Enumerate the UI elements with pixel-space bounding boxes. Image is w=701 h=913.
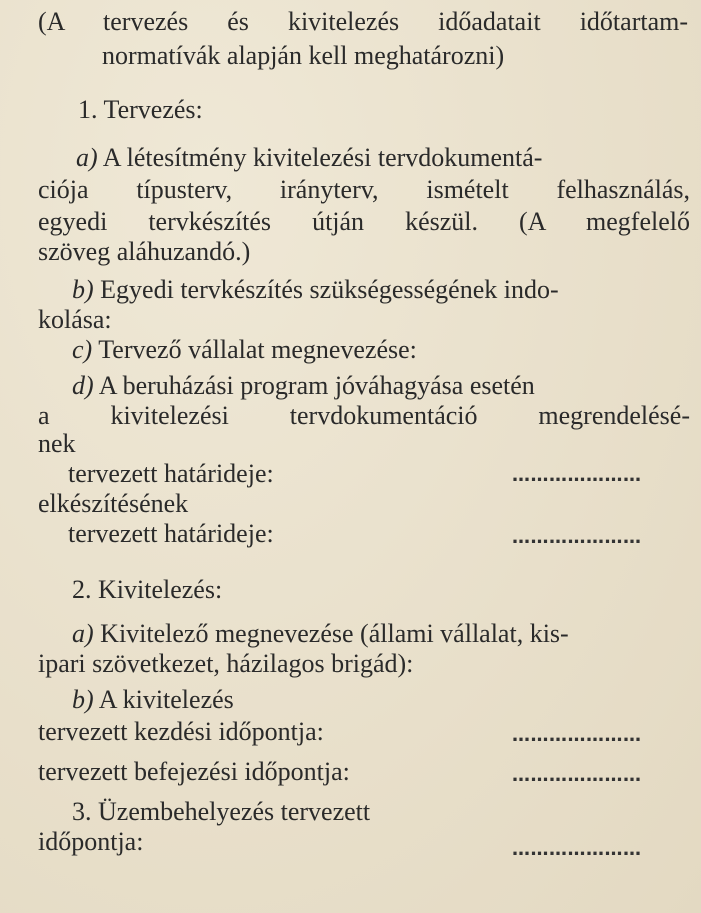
section-2a-line-1 — [72, 618, 690, 650]
section-1d-field-2-value: ………………… — [512, 527, 642, 548]
section-3-line-1: 3. Üzembehelyezés tervezett — [72, 797, 371, 826]
section-1a-line-4: szöveg aláhuzandó.) — [38, 237, 251, 266]
intro-line-1: (A tervezés és kivitelezés időadatait időtartam- — [38, 7, 688, 36]
section-2b-field-1-label: tervezett kezdési időpontja: — [38, 717, 324, 746]
intro-line-2: normatívák alapján kell meghatározni) — [102, 41, 505, 70]
section-1b-text-1: Egyedi tervkészítés szükségességének indo- — [100, 275, 559, 304]
section-1d-line-3: nek — [38, 429, 76, 458]
section-1a-line-3: egyedi tervkészítés útján készül. (A megfelelő — [38, 207, 690, 236]
section-2b-field-1-value: ………………… — [512, 725, 642, 746]
section-1d-field-1-label: tervezett határideje: — [68, 459, 274, 488]
section-1d-mid-label: elkészítésének — [38, 489, 189, 518]
section-1c-text: Tervező vállalat megnevezése: — [98, 335, 417, 364]
section-1b-line-2: kolása: — [38, 305, 112, 334]
section-1c-letter: c) — [72, 335, 93, 364]
section-1d-field-1-value: ………………… — [512, 465, 642, 486]
section-1b-line-1 — [72, 274, 690, 306]
section-1b-letter: b) — [72, 275, 94, 304]
section-2b-letter: b) — [72, 685, 94, 714]
section-2a-letter: a) — [72, 619, 94, 648]
section-1d-letter: d) — [72, 371, 94, 400]
section-1a-letter: a) — [76, 143, 98, 172]
section-3-field-value: ………………… — [512, 839, 642, 860]
section-2-title: 2. Kivitelezés: — [72, 575, 223, 604]
section-1a-line-1 — [76, 142, 690, 174]
section-1d-text-1: A beruházási program jóváhagyása esetén — [98, 371, 535, 400]
section-2a-line-2: ipari szövetkezet, házilagos brigád): — [38, 649, 414, 678]
section-1a-text-1: A létesítmény kivitelezési tervdokumentá- — [102, 143, 543, 172]
section-2b-line-1 — [72, 684, 234, 716]
section-1d-line-2: a kivitelezési tervdokumentáció megrendelésé- — [38, 401, 690, 430]
section-2b-field-2-label: tervezett befejezési időpontja: — [38, 757, 350, 786]
section-1d-line-1 — [72, 370, 535, 402]
section-1-title: 1. Tervezés: — [78, 95, 203, 124]
section-2a-text-1: Kivitelező megnevezése (állami vállalat, kis- — [100, 619, 569, 648]
section-2b-text-1: A kivitelezés — [98, 685, 234, 714]
section-1c-line — [72, 334, 417, 366]
section-1d-field-2-label: tervezett határideje: — [68, 519, 274, 548]
section-2b-field-2-value: ………………… — [512, 765, 642, 786]
section-3-field-label: időpontja: — [38, 827, 144, 856]
section-1a-line-2: ciója típusterv, irányterv, ismételt felhasználás, — [38, 175, 690, 204]
